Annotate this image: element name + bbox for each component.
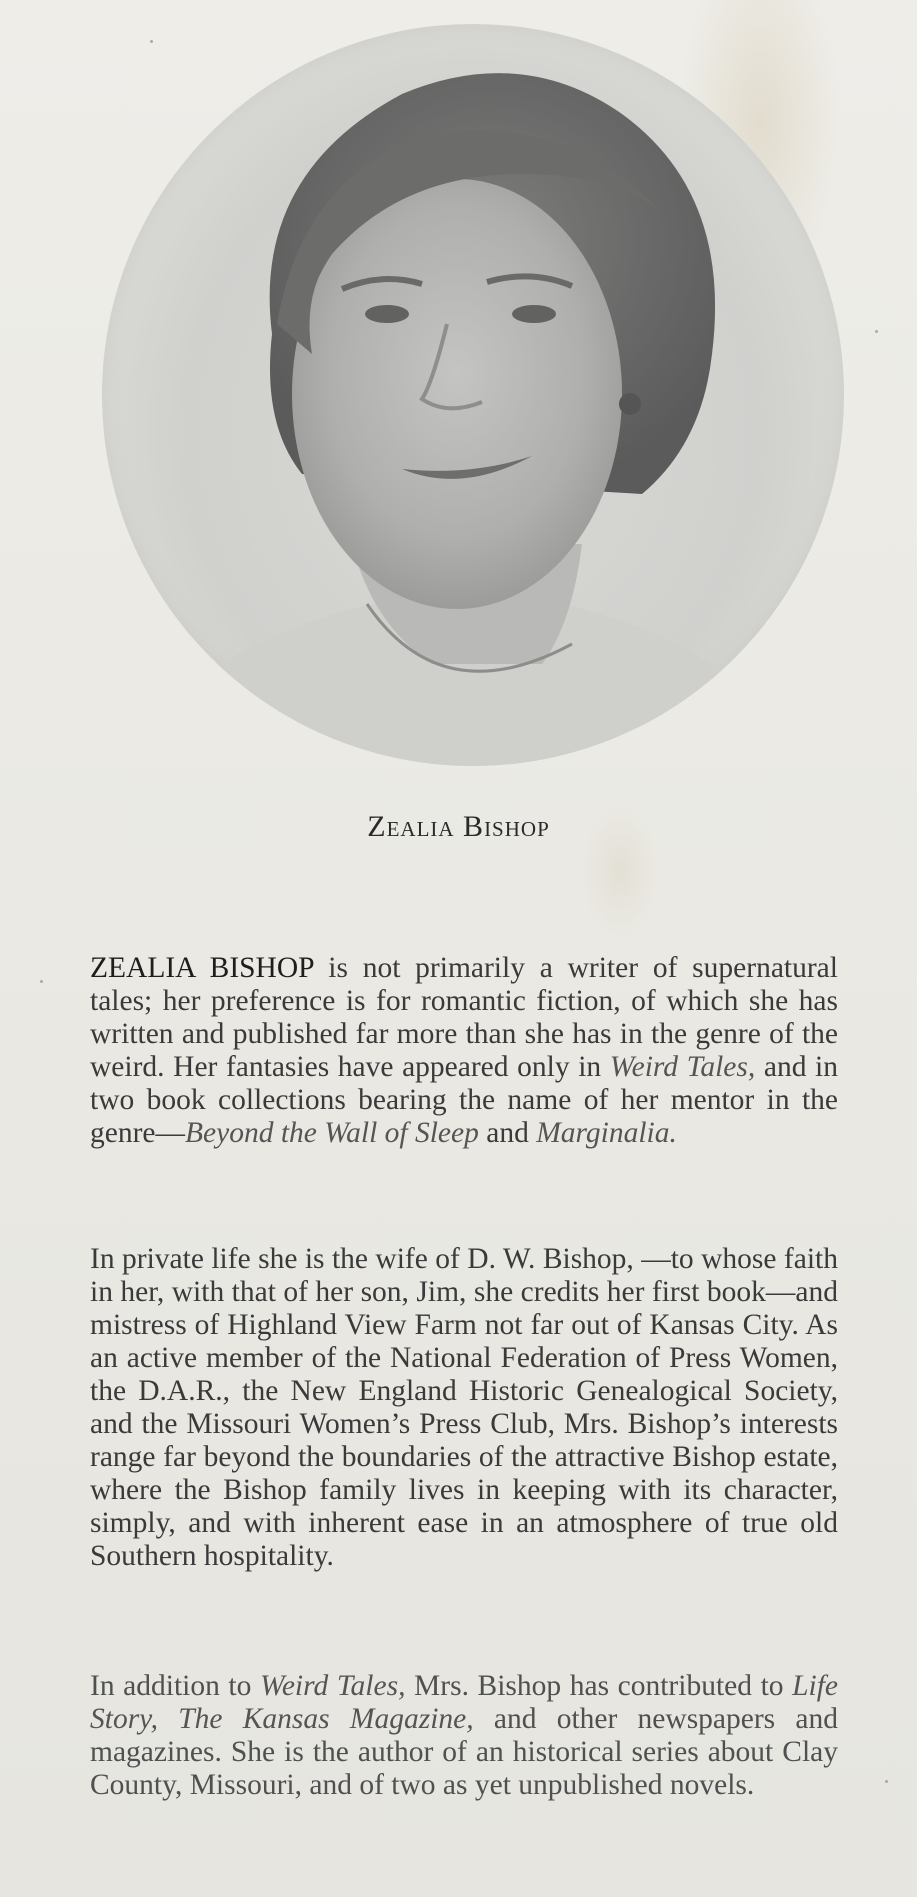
publication-title: Life Story, The Kansas Magazine, [90,1670,839,1735]
paper-speck [150,40,153,43]
subject-name: ZEALIA BISHOP [90,952,314,984]
bio-paragraph-3 [90,1670,838,1802]
publication-title: Weird Tales, [609,1051,756,1083]
portrait-photo [102,24,844,766]
book-title: Marginalia. [536,1117,677,1149]
text-span: Mrs. Bishop has contributed to [405,1670,793,1702]
book-title: Beyond the Wall of Sleep [185,1117,479,1149]
paragraph-text: In private life she is the wife of D. W. Bishop, —to whose faith in her, with that of her son, Jim, she credits her first book—and mistress of Highland View Farm not far out of Kansas City. As an active member of the National Federation of Press Women, the D.A.R., the New England Historic Genealogical Society, and the Missouri Women’s Press Club, Mrs. Bishop’s interests range far beyond the boundaries of the attractive Bishop estate, where the Bishop family lives in keeping with its character, simply, and with inherent ease in an atmosphere of true old Southern hospitality. [90,1243,838,1572]
text-span: and [478,1117,537,1149]
text-span: and other newspapers and magazines. She is the author of an historical series about Clay County, Missouri, and of two as yet unpublished novels. [90,1703,839,1801]
paper-speck [40,980,43,983]
text-span: is not primarily a writer of supernatural tales; her preference is for romantic fiction, of which she has written and published far more than she has in the genre of the weird. Her fantasies have appeared only in [90,952,838,1083]
publication-title: Weird Tales, [259,1670,406,1702]
paper-speck [885,1780,888,1783]
text-span: In addition to [90,1670,260,1702]
portrait-illustration [102,24,844,766]
bio-paragraph-2 [90,1243,838,1573]
bio-paragraph-1 [90,952,838,1150]
paper-speck [875,330,878,333]
text-span: and in two book collections bearing the name of her mentor in the genre— [90,1051,839,1149]
portrait-caption: Zealia Bishop [367,810,550,843]
